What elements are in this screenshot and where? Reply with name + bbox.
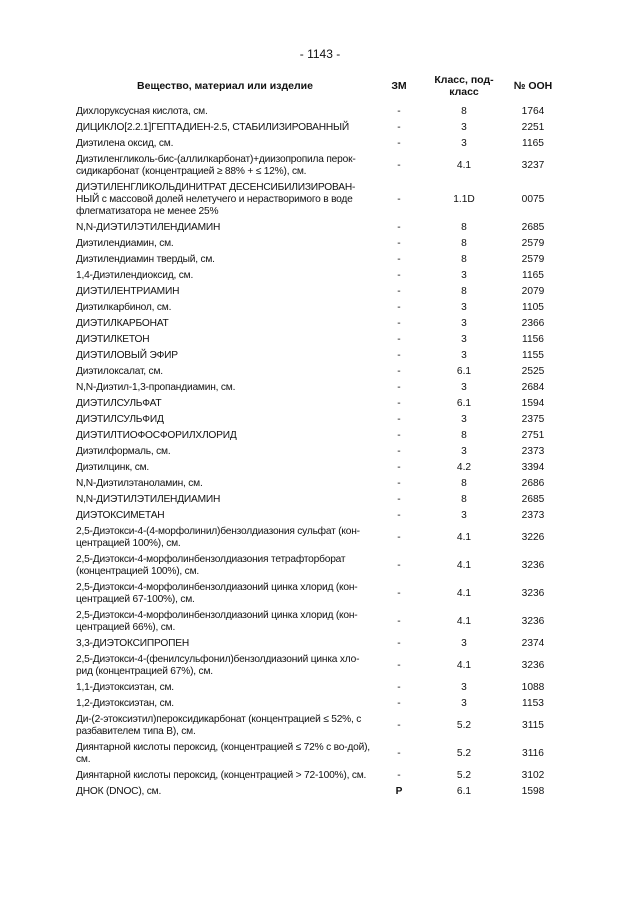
un-cell: 3236 <box>521 659 545 671</box>
zm-cell: - <box>397 397 401 409</box>
zm-cell: - <box>397 159 401 171</box>
table-row <box>76 636 562 652</box>
un-cell: 2525 <box>521 365 545 377</box>
un-cell: 2579 <box>521 253 545 265</box>
zm-cell: - <box>397 681 401 693</box>
class-cell: 6.1 <box>456 365 472 377</box>
header-substance: Вещество, материал или изделие <box>137 80 313 92</box>
zm-cell: - <box>397 301 401 313</box>
substance-cell: Диэтилоксалат, см. <box>76 365 163 377</box>
substance-cell: 2,5-Диэтокси-4-морфолинбензолдиазония тетрафторборат (концентрацией 100%), см. <box>76 553 346 577</box>
substance-cell: Диэтиленгликоль-бис-(аллилкарбонат)+диизопропила перок-сидикарбонат (концентрацией ≥ 88% + ≤ 12%), см. <box>76 153 356 177</box>
page-number: - 1143 - <box>299 47 341 61</box>
header-zm: ЗМ <box>391 80 407 92</box>
table-row <box>76 364 562 380</box>
un-cell: 3102 <box>521 769 545 781</box>
table-row <box>76 268 562 284</box>
table-row <box>76 508 562 524</box>
un-cell: 1165 <box>522 137 544 149</box>
substance-cell: 2,5-Диэтокси-4-(фенилсульфонил)бензолдиазоний цинка хло-рид (концентрацией 67%), см. <box>76 653 360 677</box>
class-cell: 8 <box>461 221 467 233</box>
class-cell: 8 <box>461 285 467 297</box>
table-row <box>76 120 562 136</box>
substance-cell: Диэтилендиамин, см. <box>76 237 174 249</box>
substance-cell: Диянтарной кислоты пероксид, (концентрацией ≤ 72% с во-дой), см. <box>76 741 370 765</box>
zm-cell: - <box>397 587 401 599</box>
zm-cell: - <box>397 531 401 543</box>
un-cell: 1153 <box>522 697 544 709</box>
zm-cell: - <box>397 615 401 627</box>
substance-cell: ДИЭТОКСИМЕТАН <box>76 509 165 521</box>
un-cell: 1156 <box>522 333 544 345</box>
zm-cell: - <box>397 365 401 377</box>
table-row <box>76 712 562 740</box>
table-row <box>76 696 562 712</box>
substance-cell: Диэтилцинк, см. <box>76 461 150 473</box>
class-cell: 4.1 <box>456 159 472 171</box>
un-cell: 3115 <box>522 719 544 731</box>
table-row <box>76 220 562 236</box>
table-row <box>76 524 562 552</box>
un-cell: 1598 <box>521 785 545 797</box>
substance-cell: 1,4-Диэтилендиоксид, см. <box>76 269 194 281</box>
table-row <box>76 316 562 332</box>
class-cell: 4.1 <box>456 559 472 571</box>
table-row <box>76 444 562 460</box>
class-cell: 3 <box>461 445 467 457</box>
class-cell: 4.1 <box>456 531 472 543</box>
table-row <box>76 332 562 348</box>
class-cell: 8 <box>461 237 467 249</box>
zm-cell: - <box>397 253 401 265</box>
table-row <box>76 652 562 680</box>
zm-cell: - <box>397 461 401 473</box>
zm-cell: - <box>397 105 401 117</box>
zm-cell: - <box>397 237 401 249</box>
substance-cell: Ди-(2-этоксиэтил)пероксидикарбонат (концентрацией ≤ 52%, с разбавителем типа В), см. <box>76 713 362 737</box>
un-cell: 2579 <box>521 237 545 249</box>
class-cell: 5.2 <box>456 747 472 759</box>
table-row <box>76 608 562 636</box>
table-row <box>76 580 562 608</box>
table-row <box>76 300 562 316</box>
un-cell: 2374 <box>521 637 545 649</box>
zm-cell: - <box>397 719 401 731</box>
substance-cell: N,N-Диэтилэтаноламин, см. <box>76 477 203 489</box>
class-cell: 3 <box>461 301 467 313</box>
un-cell: 1088 <box>521 681 545 693</box>
un-cell: 3394 <box>521 461 545 473</box>
class-cell: 3 <box>461 333 467 345</box>
substance-cell: ДИЭТИЛЕНГЛИКОЛЬДИНИТРАТ ДЕСЕНСИБИЛИЗИРОВАН-НЫЙ с массовой долей нелетучего и нерастворимого в воде флегматизатора не менее 25% <box>76 181 356 217</box>
table-row <box>76 252 562 268</box>
class-cell: 3 <box>461 381 467 393</box>
class-cell: 4.1 <box>456 615 472 627</box>
class-cell: 4.2 <box>456 461 472 473</box>
class-cell: 3 <box>461 681 467 693</box>
table-row <box>76 152 562 180</box>
un-cell: 3237 <box>521 159 545 171</box>
un-cell: 3236 <box>521 615 545 627</box>
zm-cell: - <box>397 317 401 329</box>
table-row <box>76 348 562 364</box>
class-cell: 6.1 <box>456 397 472 409</box>
un-cell: 2373 <box>521 509 545 521</box>
zm-cell: - <box>397 193 401 205</box>
zm-cell: - <box>397 269 401 281</box>
substance-cell: ДИЭТИЛКАРБОНАТ <box>76 317 169 329</box>
class-cell: 8 <box>461 105 467 117</box>
zm-cell: - <box>397 381 401 393</box>
substance-cell: ДИЭТИЛСУЛЬФИД <box>76 413 164 425</box>
class-cell: 8 <box>461 253 467 265</box>
substance-cell: N,N-ДИЭТИЛЭТИЛЕНДИАМИН <box>76 221 221 233</box>
table-row <box>76 380 562 396</box>
zm-cell: - <box>397 769 401 781</box>
zm-cell: - <box>397 477 401 489</box>
class-cell: 6.1 <box>456 785 472 797</box>
substances-table <box>76 74 562 800</box>
substance-cell: Диэтилена оксид, см. <box>76 137 174 149</box>
zm-cell: Р <box>395 785 403 797</box>
class-cell: 3 <box>461 121 467 133</box>
substance-cell: Диянтарной кислоты пероксид, (концентрацией > 72-100%), см. <box>76 769 367 781</box>
substance-cell: ДИЦИКЛО[2.2.1]ГЕПТАДИЕН-2.5, СТАБИЛИЗИРОВАННЫЙ <box>76 121 349 133</box>
un-cell: 1105 <box>522 301 544 313</box>
table-row <box>76 460 562 476</box>
zm-cell: - <box>397 559 401 571</box>
class-cell: 3 <box>461 137 467 149</box>
class-cell: 4.1 <box>456 587 472 599</box>
class-cell: 3 <box>461 509 467 521</box>
un-cell: 2373 <box>521 445 545 457</box>
class-cell: 3 <box>461 349 467 361</box>
zm-cell: - <box>397 509 401 521</box>
un-cell: 2685 <box>521 221 545 233</box>
table-row <box>76 284 562 300</box>
table-row <box>76 396 562 412</box>
table-row <box>76 784 562 800</box>
zm-cell: - <box>397 221 401 233</box>
substance-cell: N,N-ДИЭТИЛЭТИЛЕНДИАМИН <box>76 493 221 505</box>
un-cell: 3116 <box>522 747 544 759</box>
un-cell: 3226 <box>521 531 545 543</box>
class-cell: 3 <box>461 637 467 649</box>
zm-cell: - <box>397 333 401 345</box>
un-cell: 2686 <box>521 477 545 489</box>
un-cell: 2684 <box>521 381 545 393</box>
substance-cell: ДИЭТИЛЕНТРИАМИН <box>76 285 180 297</box>
class-cell: 3 <box>461 269 467 281</box>
substance-cell: Диэтилендиамин твердый, см. <box>76 253 215 265</box>
substance-cell: 2,5-Диэтокси-4-(4-морфолинил)бензолдиазония сульфат (кон-центрацией 100%), см. <box>76 525 360 549</box>
substance-cell: Диэтилкарбинол, см. <box>76 301 172 313</box>
table-row <box>76 136 562 152</box>
table-header-row <box>76 74 562 104</box>
un-cell: 1764 <box>521 105 545 117</box>
table-row <box>76 492 562 508</box>
class-cell: 3 <box>461 317 467 329</box>
un-cell: 2751 <box>521 429 545 441</box>
substance-cell: ДИЭТИЛКЕТОН <box>76 333 150 345</box>
un-cell: 3236 <box>521 559 545 571</box>
table-row <box>76 680 562 696</box>
substance-cell: N,N-Диэтил-1,3-пропандиамин, см. <box>76 381 236 393</box>
substance-cell: ДИЭТИЛТИОФОСФОРИЛХЛОРИД <box>76 429 237 441</box>
zm-cell: - <box>397 137 401 149</box>
header-class: Класс, под-класс <box>434 74 494 98</box>
zm-cell: - <box>397 697 401 709</box>
un-cell: 2685 <box>521 493 545 505</box>
substance-cell: 1,1-Диэтоксиэтан, см. <box>76 681 174 693</box>
substance-cell: ДНОК (DNOC), см. <box>76 785 162 797</box>
un-cell: 2366 <box>521 317 545 329</box>
zm-cell: - <box>397 121 401 133</box>
table-row <box>76 768 562 784</box>
un-cell: 2079 <box>521 285 545 297</box>
class-cell: 8 <box>461 493 467 505</box>
un-cell: 1165 <box>522 269 544 281</box>
class-cell: 8 <box>461 429 467 441</box>
zm-cell: - <box>397 659 401 671</box>
substance-cell: Диэтилформаль, см. <box>76 445 171 457</box>
zm-cell: - <box>397 429 401 441</box>
un-cell: 2375 <box>521 413 545 425</box>
table-row <box>76 104 562 120</box>
table-row <box>76 412 562 428</box>
substance-cell: ДИЭТИЛСУЛЬФАТ <box>76 397 162 409</box>
class-cell: 5.2 <box>456 719 472 731</box>
class-cell: 3 <box>461 697 467 709</box>
zm-cell: - <box>397 637 401 649</box>
un-cell: 3236 <box>521 587 545 599</box>
table-body <box>76 104 562 800</box>
substance-cell: 3,3-ДИЭТОКСИПРОПЕН <box>76 637 189 649</box>
un-cell: 1155 <box>522 349 544 361</box>
table-row <box>76 180 562 220</box>
substance-cell: 1,2-Диэтоксиэтан, см. <box>76 697 174 709</box>
class-cell: 3 <box>461 413 467 425</box>
table-row <box>76 740 562 768</box>
table-row <box>76 236 562 252</box>
substance-cell: 2,5-Диэтокси-4-морфолинбензолдиазоний цинка хлорид (кон-центрацией 67-100%), см. <box>76 581 358 605</box>
class-cell: 8 <box>461 477 467 489</box>
un-cell: 1594 <box>521 397 545 409</box>
header-un: № ООН <box>513 80 553 92</box>
zm-cell: - <box>397 349 401 361</box>
un-cell: 2251 <box>521 121 545 133</box>
zm-cell: - <box>397 445 401 457</box>
class-cell: 1.1D <box>453 193 475 205</box>
substance-cell: Дихлоруксусная кислота, см. <box>76 105 208 117</box>
class-cell: 4.1 <box>456 659 472 671</box>
zm-cell: - <box>397 413 401 425</box>
table-row <box>76 428 562 444</box>
zm-cell: - <box>397 747 401 759</box>
zm-cell: - <box>397 285 401 297</box>
class-cell: 5.2 <box>456 769 472 781</box>
substance-cell: ДИЭТИЛОВЫЙ ЭФИР <box>76 349 178 361</box>
substance-cell: 2,5-Диэтокси-4-морфолинбензолдиазоний цинка хлорид (кон-центрацией 66%), см. <box>76 609 358 633</box>
un-cell: 0075 <box>521 193 545 205</box>
table-row <box>76 552 562 580</box>
table-row <box>76 476 562 492</box>
zm-cell: - <box>397 493 401 505</box>
